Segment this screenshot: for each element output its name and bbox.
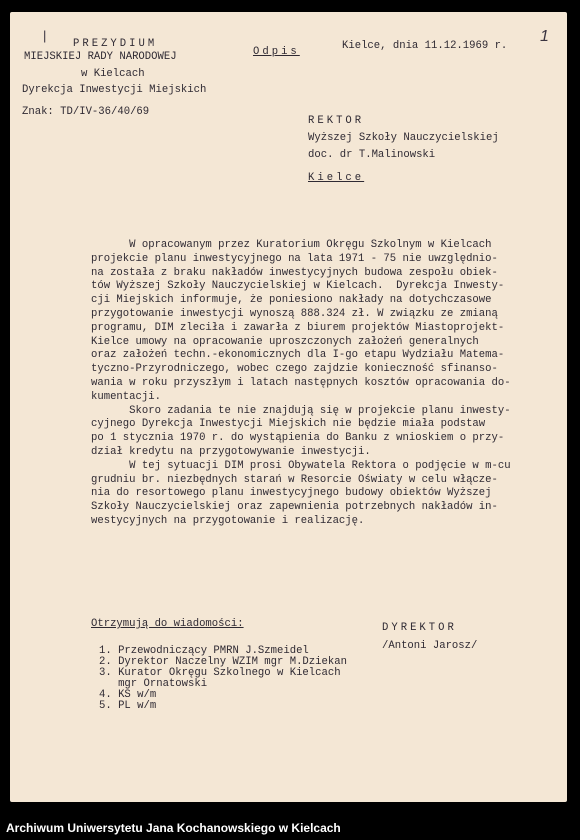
signature-title: DYREKTOR <box>382 622 457 634</box>
body-line: Skoro zadania te nie znajdują się w projekcie planu inwesty- <box>91 404 511 417</box>
body-line: wania w roku przyszłym i latach następnych kosztów opracowania do- <box>91 376 511 389</box>
body-line: W tej sytuacji DIM prosi Obywatela Rektora o podjęcie w m-cu <box>91 459 511 472</box>
body-line: W opracowanym przez Kuratorium Okręgu Szkolnym w Kielcach <box>91 239 492 251</box>
body-line: cyjnego Dyrekcja Inwestycji Miejskich nie będzie miała podstaw <box>91 418 486 431</box>
body-line: po 1 stycznia 1970 r. do wystąpienia do Banku z wnioskiem o przy- <box>91 432 505 445</box>
org-line-4: Dyrekcja Inwestycji Miejskich <box>22 84 207 96</box>
page-number: 1 <box>540 28 549 45</box>
body-line: dział kredytu na przygotowywanie inwestycji. <box>91 445 371 458</box>
margin-mark: | <box>43 28 47 43</box>
body-line: oraz założeń techn.-ekonomicznych dla I-go etapu Wydziału Matema- <box>91 349 505 362</box>
body-line: tyczno-Przyrodniczego, wobec czego zajdzie konieczność sfinanso- <box>91 363 498 376</box>
letter-body <box>91 239 561 529</box>
recipient-title: REKTOR <box>308 115 365 127</box>
distribution-item: 2. Dyrektor Naczelny WZIM mgr M.Dziekan <box>99 656 347 668</box>
distribution-heading: Otrzymują do wiadomości: <box>91 618 244 630</box>
org-line-1: PREZYDIUM <box>73 38 158 50</box>
distribution-item: 4. KS w/m <box>99 689 157 701</box>
body-line: na została z braku nakładów inwestycyjnych budowa zespołu obiek- <box>91 266 498 279</box>
body-line: grudniu br. niezbędnych starań w Resorcie Oświaty w celu włącze- <box>91 473 498 486</box>
body-line: nia do resortowego planu inwestycyjnego budowy obiektów Wyższej <box>91 487 492 500</box>
recipient-line-2: Wyższej Szkoły Nauczycielskiej <box>308 132 499 144</box>
body-line: projekcie planu inwestycyjnego na lata 1971 - 75 nie uwzględnio- <box>91 252 498 265</box>
distribution-item: 1. Przewodniczący PMRN J.Szmeidel <box>99 645 309 657</box>
org-line-2: MIEJSKIEJ RADY NARODOWEJ <box>24 51 177 63</box>
archive-footer: Archiwum Uniwersytetu Jana Kochanowskiego w Kielcach <box>6 821 341 835</box>
recipient-city: Kielce <box>308 172 365 184</box>
copy-label: Odpis <box>253 46 300 58</box>
recipient-line-3: doc. dr T.Malinowski <box>308 149 436 161</box>
body-line: tów Wyższej Szkoły Nauczycielskiej w Kielcach. Dyrekcja Inwesty- <box>91 280 505 293</box>
body-line: cji Miejskich informuje, że poniesiono nakłady na dotychczasowe <box>91 294 492 307</box>
body-line: kumentacji. <box>91 390 161 403</box>
reference-number: Znak: TD/IV-36/40/69 <box>22 106 150 118</box>
distribution-item: 5. PL w/m <box>99 700 157 712</box>
body-line: Kielce umowy na opracowanie uproszczonych założeń generalnych <box>91 335 479 348</box>
distribution-list <box>99 646 347 712</box>
body-line: westycyjnych na przygotowanie i realizację. <box>91 514 365 527</box>
org-line-3: w Kielcach <box>81 68 145 80</box>
body-line: przygotowanie inwestycji wynoszą 888.324 zł. W związku ze zmianą <box>91 307 498 320</box>
document-page <box>10 12 567 802</box>
signature-name: /Antoni Jarosz/ <box>382 640 478 652</box>
distribution-item: 3. Kurator Okręgu Szkolnego w Kielcach <box>99 667 341 679</box>
place-date: Kielce, dnia 11.12.1969 r. <box>342 40 508 52</box>
body-line: programu, DIM zleciła i zawarła z biurem projektów Miastoprojekt- <box>91 321 505 334</box>
body-line: Szkoły Nauczycielskiej oraz zapewnienia potrzebnych nakładów in- <box>91 501 498 514</box>
distribution-item: mgr Ornatowski <box>99 678 208 690</box>
